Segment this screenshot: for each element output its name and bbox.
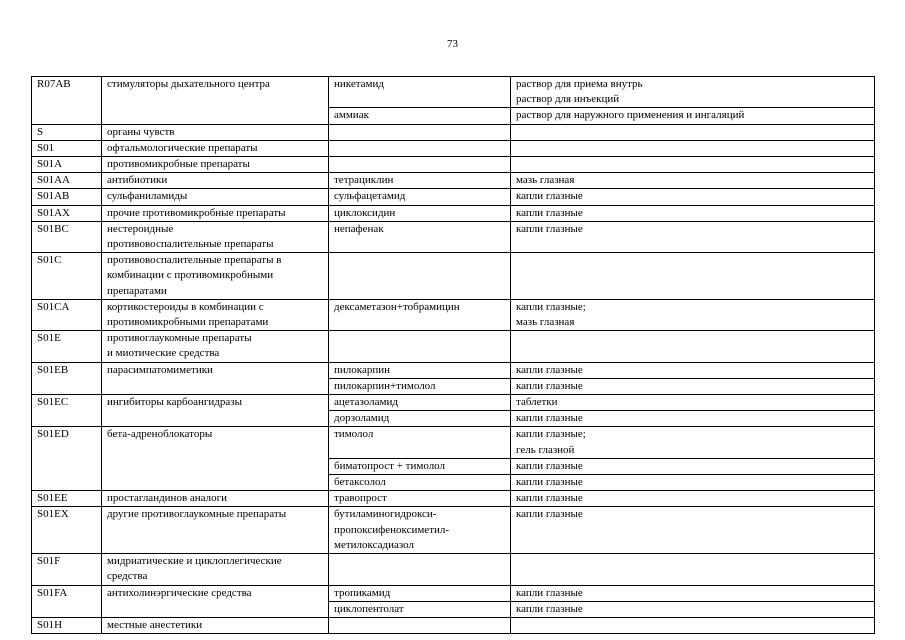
drug-name-cell: непафенак — [329, 221, 511, 252]
drug-name-cell — [329, 331, 511, 362]
drug-name-cell: аммиак — [329, 108, 511, 124]
drug-name-cell: дексаметазон+тобрамицин — [329, 299, 511, 330]
dosage-form-cell: капли глазные — [511, 585, 875, 601]
atc-code-cell: S01FA — [32, 585, 102, 617]
table-row — [32, 140, 875, 156]
atc-code-cell: S01F — [32, 554, 102, 585]
pharmacological-group-cell: сульфаниламиды — [102, 189, 329, 205]
atc-code-cell: S01C — [32, 253, 102, 300]
table-row — [32, 427, 875, 458]
drug-name-cell: ацетазоламид — [329, 395, 511, 411]
drug-name-cell — [329, 554, 511, 585]
atc-code-cell: S01AX — [32, 205, 102, 221]
drug-name-cell: тетрациклин — [329, 173, 511, 189]
dosage-form-cell: капли глазные — [511, 221, 875, 252]
table-row — [32, 585, 875, 601]
table-row — [32, 157, 875, 173]
atc-code-cell: S01EC — [32, 395, 102, 427]
pharmacological-group-cell: ингибиторы карбоангидразы — [102, 395, 329, 427]
atc-code-cell: S01H — [32, 617, 102, 633]
dosage-form-cell: капли глазные — [511, 475, 875, 491]
pharmacological-group-cell: офтальмологические препараты — [102, 140, 329, 156]
atc-code-cell: S01A — [32, 157, 102, 173]
table-row — [32, 77, 875, 108]
drug-name-cell — [329, 157, 511, 173]
dosage-form-cell: раствор для приема внутрь раствор для инъекций — [511, 77, 875, 108]
table-row — [32, 362, 875, 378]
table-row — [32, 124, 875, 140]
dosage-form-cell: капли глазные — [511, 601, 875, 617]
atc-code-cell: S01EE — [32, 491, 102, 507]
table-row — [32, 189, 875, 205]
pharmacological-group-cell: местные анестетики — [102, 617, 329, 633]
dosage-form-cell: таблетки — [511, 395, 875, 411]
pharmacological-group-cell: парасимпатомиметики — [102, 362, 329, 394]
dosage-form-cell — [511, 554, 875, 585]
table-row — [32, 173, 875, 189]
drug-name-cell — [329, 253, 511, 300]
dosage-form-cell: капли глазные — [511, 507, 875, 554]
pharmacological-group-cell: прочие противомикробные препараты — [102, 205, 329, 221]
table-row — [32, 617, 875, 633]
page-number: 73 — [447, 38, 458, 50]
drug-name-cell: сульфацетамид — [329, 189, 511, 205]
pharmacological-group-cell: антихолинэргические средства — [102, 585, 329, 617]
pharmacological-group-cell: бета-адреноблокаторы — [102, 427, 329, 491]
pharmacological-group-cell: другие противоглаукомные препараты — [102, 507, 329, 554]
drug-name-cell: никетамид — [329, 77, 511, 108]
dosage-form-cell — [511, 253, 875, 300]
pharmacological-group-cell: противомикробные препараты — [102, 157, 329, 173]
drug-name-cell: дорзоламид — [329, 411, 511, 427]
drug-name-cell: пилокарпин — [329, 362, 511, 378]
drug-name-cell — [329, 124, 511, 140]
dosage-form-cell: капли глазные — [511, 411, 875, 427]
drug-name-cell: биматопрост + тимолол — [329, 458, 511, 474]
atc-code-cell: R07AB — [32, 77, 102, 125]
drug-name-cell: бутиламиногидрокси- пропоксифеноксиметил- метилоксадиазол — [329, 507, 511, 554]
drug-classification-table — [31, 76, 875, 634]
drug-name-cell: тропикамид — [329, 585, 511, 601]
dosage-form-cell: мазь глазная — [511, 173, 875, 189]
pharmacological-group-cell: органы чувств — [102, 124, 329, 140]
dosage-form-cell: капли глазные; гель глазной — [511, 427, 875, 458]
table-row — [32, 554, 875, 585]
drug-name-cell: циклоксидин — [329, 205, 511, 221]
atc-code-cell: S01AA — [32, 173, 102, 189]
pharmacological-group-cell: кортикостероиды в комбинации с противомикробными препаратами — [102, 299, 329, 330]
drug-name-cell: циклопентолат — [329, 601, 511, 617]
atc-code-cell: S01EX — [32, 507, 102, 554]
dosage-form-cell: капли глазные — [511, 378, 875, 394]
atc-code-cell: S01BC — [32, 221, 102, 252]
pharmacological-group-cell: нестероидные противовоспалительные препараты — [102, 221, 329, 252]
pharmacological-group-cell: мидриатические и циклоплегические средства — [102, 554, 329, 585]
dosage-form-cell: капли глазные — [511, 458, 875, 474]
dosage-form-cell: капли глазные — [511, 491, 875, 507]
drug-name-cell — [329, 140, 511, 156]
table-row — [32, 253, 875, 300]
atc-code-cell: S01 — [32, 140, 102, 156]
dosage-form-cell: капли глазные — [511, 205, 875, 221]
dosage-form-cell — [511, 124, 875, 140]
atc-code-cell: S01E — [32, 331, 102, 362]
dosage-form-cell — [511, 157, 875, 173]
pharmacological-group-cell: простагландинов аналоги — [102, 491, 329, 507]
atc-code-cell: S01ED — [32, 427, 102, 491]
table-row — [32, 507, 875, 554]
pharmacological-group-cell: противовоспалительные препараты в комбинации с противомикробными препаратами — [102, 253, 329, 300]
drug-name-cell — [329, 617, 511, 633]
table-row — [32, 491, 875, 507]
pharmacological-group-cell: стимуляторы дыхательного центра — [102, 77, 329, 125]
atc-code-cell: S01CA — [32, 299, 102, 330]
table-body — [32, 77, 875, 634]
dosage-form-cell: капли глазные — [511, 362, 875, 378]
dosage-form-cell: раствор для наружного применения и ингаляций — [511, 108, 875, 124]
atc-code-cell: S01AB — [32, 189, 102, 205]
dosage-form-cell — [511, 140, 875, 156]
dosage-form-cell: капли глазные; мазь глазная — [511, 299, 875, 330]
atc-code-cell: S — [32, 124, 102, 140]
drug-name-cell: травопрост — [329, 491, 511, 507]
dosage-form-cell — [511, 617, 875, 633]
table-row — [32, 299, 875, 330]
dosage-form-cell — [511, 331, 875, 362]
pharmacological-group-cell: антибиотики — [102, 173, 329, 189]
table-row — [32, 395, 875, 411]
atc-code-cell: S01EB — [32, 362, 102, 394]
drug-name-cell: пилокарпин+тимолол — [329, 378, 511, 394]
table-row — [32, 205, 875, 221]
table-row — [32, 331, 875, 362]
table-row — [32, 221, 875, 252]
drug-name-cell: бетаксолол — [329, 475, 511, 491]
drug-name-cell: тимолол — [329, 427, 511, 458]
pharmacological-group-cell: противоглаукомные препараты и миотические средства — [102, 331, 329, 362]
dosage-form-cell: капли глазные — [511, 189, 875, 205]
